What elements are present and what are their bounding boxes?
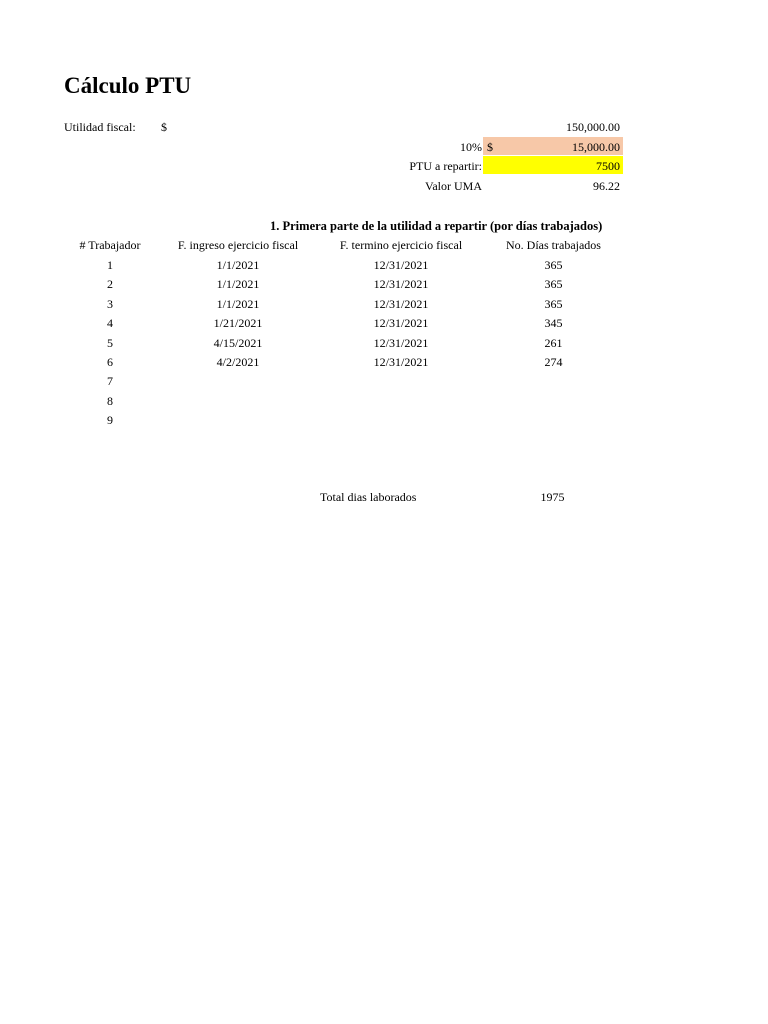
cell-trabajador: 9: [107, 413, 113, 428]
cell-fecha-ingreso: 4/2/2021: [216, 355, 260, 369]
table-header-row: [0, 237, 768, 256]
ptu-label: PTU a repartir:: [409, 159, 482, 173]
table-row: [0, 296, 768, 315]
uma-label: Valor UMA: [425, 179, 482, 193]
table-row: [0, 412, 768, 431]
cell-dias-trabajados: 365: [544, 296, 563, 311]
cell-fecha-ingreso: 1/1/2021: [216, 296, 260, 311]
cell-fecha-termino: 12/31/2021: [373, 296, 429, 311]
table-row: [0, 315, 768, 334]
cell-fecha-termino: 12/31/2021: [373, 335, 429, 350]
ptu-value: 7500: [596, 159, 620, 173]
total-label: Total dias laborados: [320, 490, 417, 504]
header-trabajador: # Trabajador: [79, 238, 141, 252]
percent-value: 15,000.00: [572, 140, 620, 154]
cell-trabajador: 7: [107, 374, 113, 389]
cell-trabajador: 8: [107, 393, 113, 408]
cell-fecha-ingreso: 4/15/2021: [213, 335, 263, 350]
utilidad-fiscal-label: Utilidad fiscal:: [64, 120, 136, 134]
cell-fecha-ingreso: 1/1/2021: [216, 258, 260, 272]
percent-currency: $: [487, 140, 493, 154]
cell-fecha-ingreso: 1/1/2021: [216, 277, 260, 292]
cell-trabajador: 5: [107, 335, 113, 350]
cell-trabajador: 1: [107, 258, 113, 272]
header-dias-trabajados: No. Días trabajados: [506, 238, 601, 252]
utilidad-fiscal-currency: $: [161, 120, 167, 134]
cell-fecha-termino: 12/31/2021: [373, 355, 429, 369]
cell-fecha-ingreso: 1/21/2021: [213, 316, 263, 331]
table-row: [0, 393, 768, 412]
header-fecha-termino: F. termino ejercicio fiscal: [339, 238, 463, 252]
uma-value: 96.22: [593, 179, 620, 193]
cell-dias-trabajados: 365: [544, 258, 563, 272]
cell-trabajador: 6: [107, 355, 113, 369]
cell-dias-trabajados: 345: [544, 316, 563, 331]
cell-dias-trabajados: 261: [544, 335, 563, 350]
table-row: [0, 373, 768, 392]
cell-dias-trabajados: 274: [544, 355, 563, 369]
cell-fecha-termino: 12/31/2021: [373, 316, 429, 331]
header-fecha-ingreso: F. ingreso ejercicio fiscal: [177, 238, 299, 252]
percent-label: 10%: [460, 140, 482, 154]
cell-dias-trabajados: 365: [544, 277, 563, 292]
cell-fecha-termino: 12/31/2021: [373, 258, 429, 272]
cell-trabajador: 3: [107, 296, 113, 311]
utilidad-fiscal-value: 150,000.00: [566, 120, 620, 134]
cell-fecha-termino: 12/31/2021: [373, 277, 429, 292]
table-row: [0, 335, 768, 354]
table-row: [0, 276, 768, 295]
cell-trabajador: 2: [107, 277, 113, 292]
total-value: 1975: [540, 490, 565, 504]
cell-trabajador: 4: [107, 316, 113, 331]
section-title: 1. Primera parte de la utilidad a repartir (por días trabajados): [270, 219, 603, 233]
table-row: [0, 257, 768, 276]
table-row: [0, 354, 768, 373]
page-title: Cálculo PTU: [64, 73, 192, 98]
